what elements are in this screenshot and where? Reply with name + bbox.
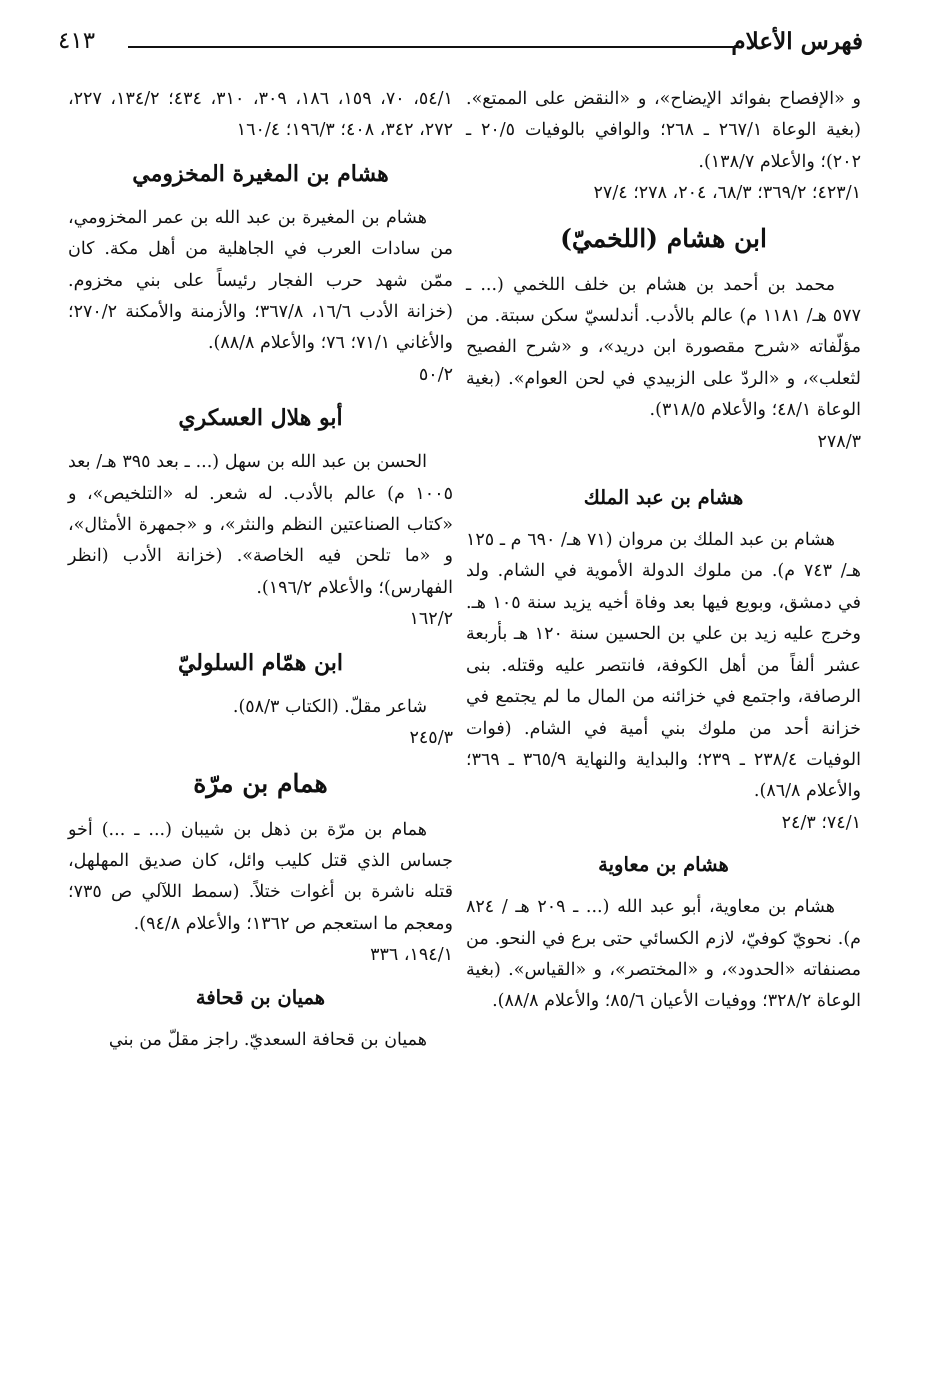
entry-heading: هشام بن معاوية (598, 853, 729, 877)
entry-heading: ابن هشام (اللخميّ) (560, 223, 767, 253)
right-column (460, 84, 862, 1018)
entry-abu-hilal-askari (62, 401, 453, 635)
page-number: ٤١٣ (58, 28, 96, 54)
continued-entry-text: و «الإفصاح بفوائد الإيضاح»، و «النقض على الممتع». (بغية الوعاة ٢٦٧/١ ـ ٢٦٨؛ والوافي بالوفيات ٢٠/٥ ـ ٢٠٢)؛ والأعلام ١٣٨/٧). (460, 89, 861, 172)
entry-refs: ٢٧٨/٣ (817, 431, 861, 452)
entry-refs: ٥٠/٢ (418, 364, 453, 385)
entry-text: هشام بن معاوية، أبو عبد الله (... ـ ٢٠٩ هـ / ٨٢٤ م). نحويّ كوفيّ، لازم الكسائي حتى برع في النحو. من مصنفاته «الحدود»، و «المختصر»، و «القياس». (بغية الوعاة ٣٢٨/٢؛ ووفيات الأعيان ٨٥/٦؛ والأعلام ٨٨/٨). (460, 897, 861, 1012)
entry-hammam-murra (62, 765, 453, 972)
entry-text: هشام بن المغيرة بن عبد الله بن عمر المخزومي، من سادات العرب في الجاهلية من أهل مكة. كان ممّن شهد حرب الفجار رئيساً على بني مخزوم. (خزانة الأدب ١٦/٦، ٣٦٧/٨؛ والأزمنة والأمكنة ٢٧٠/٢؛ والأغاني ٧١/١؛ ٧٦؛ والأعلام ٨٨/٨). (62, 207, 453, 354)
entry-text: شاعر مقلّ. (الكتاب ٥٨/٣). (232, 696, 427, 717)
entry-text: الحسن بن عبد الله بن سهل (... ـ بعد ٣٩٥ هـ/ بعد ١٠٠٥ م) عالم بالأدب. له شعر. له «التلخيص»، و «كتاب الصناعتين النظم والنثر»، و «جمهرة الأمثال»، و «ما تلحن فيه الخاصة». (خزانة الأدب (انظر الفهارس)؛ والأعلام ١٩٦/٢). (62, 452, 453, 598)
page-header (58, 28, 863, 68)
entry-hisham-abd-al-malik (460, 482, 862, 839)
entry-text: محمد بن أحمد بن هشام بن خلف اللخمي (... ـ ٥٧٧ هـ/ ١١٨١ م) عالم بالأدب. أندلسيّ سكن سبتة. من مؤلّفاته «شرح مقصورة ابن دريد»، و «شرح الفصيح لثعلب»، و «الردّ على الزبيدي في لحن العوام». (بغية الوعاة ٤٨/١؛ والأعلام ٣١٨/٥). (460, 274, 861, 421)
entry-hisham-muawiya (460, 849, 861, 1018)
entry-text: همام بن مرّة بن ذهل بن شيبان (... ـ ...) أخو جساس الذي قتل كليب وائل، كان صديق المهلهل، قتله ناشرة بن أغوات ختلاً. (سمط اللآلي ص ٧٣٥؛ ومعجم ما استعجم ص ١٣٦٢؛ والأعلام ٩٤/٨). (62, 819, 453, 934)
entry-heading: هشام بن عبد الملك (583, 486, 744, 510)
entry-text: هميان بن قحافة السعديّ. راجز مقلّ من بني (108, 1029, 427, 1050)
running-title: فهرس الأعلام (731, 28, 863, 55)
entry-refs: ٧٤/١؛ ٢٤/٣ (781, 812, 861, 833)
continued-entry-refs: ٤٢٣/١؛ ٣٦٩/٢؛ ٦٨/٣، ٢٠٤، ٢٧٨؛ ٢٧/٤ (593, 183, 861, 204)
left-column (62, 84, 453, 1056)
entry-text: هشام بن عبد الملك بن مروان (٧١ هـ/ ٦٩٠ م ـ ١٢٥ هـ/ ٧٤٣ م). من ملوك الدولة الأموية في الشام. ولد في دمشق، وبويع فيها بعد وفاة أخيه يزيد سنة ١٠٥ هـ. وخرج عليه زيد بن علي بن الحسين سنة ١٢٠ هـ بأربعة عشر ألفاً من أهل الكوفة، فانتصر عليه وقتله. بنى الرصافة، واجتمع في خزائنه من المال ما لم يجتمع في خزانة أحد من ملوك بني أمية في الشام. (فوات الوفيات ٢٣٨/٤ ـ ٢٣٩؛ والبداية والنهاية ٣٦٥/٩ ـ ٣٦٩؛ والأعلام ٨٦/٨). (460, 530, 862, 802)
entry-refs: ٢٤٥/٣ (409, 728, 453, 749)
entry-heading: هميان بن قحافة (195, 985, 326, 1009)
header-rule (128, 46, 741, 48)
entry-ibn-hammam-saluli (68, 646, 453, 755)
entry-heading: أبو هلال العسكري (178, 405, 343, 432)
entry-heading: ابن همّام السلوليّ (177, 649, 344, 676)
entry-refs: ١٦٢/٢ (409, 609, 453, 630)
entry-hisham-mughira (62, 157, 453, 391)
entry-humayan-quhafa (68, 982, 453, 1056)
continued-entry-refs: ٥٤/١، ٧٠، ١٥٩، ١٨٦، ٣٠٩، ٣١٠، ٤٣٤؛ ١٣٤/٢، ٢٢٧، ٢٧٢، ٣٤٢، ٤٠٨؛ ١٩٦/٣؛ ١٦٠/٤ (68, 89, 453, 141)
entry-refs: ١٩٤/١، ٣٣٦ (370, 945, 453, 966)
entry-heading: هشام بن المغيرة المخزومي (132, 160, 389, 187)
entry-ibn-hisham-lakhmi (460, 220, 861, 458)
entry-heading: همام بن مرّة (193, 768, 328, 798)
